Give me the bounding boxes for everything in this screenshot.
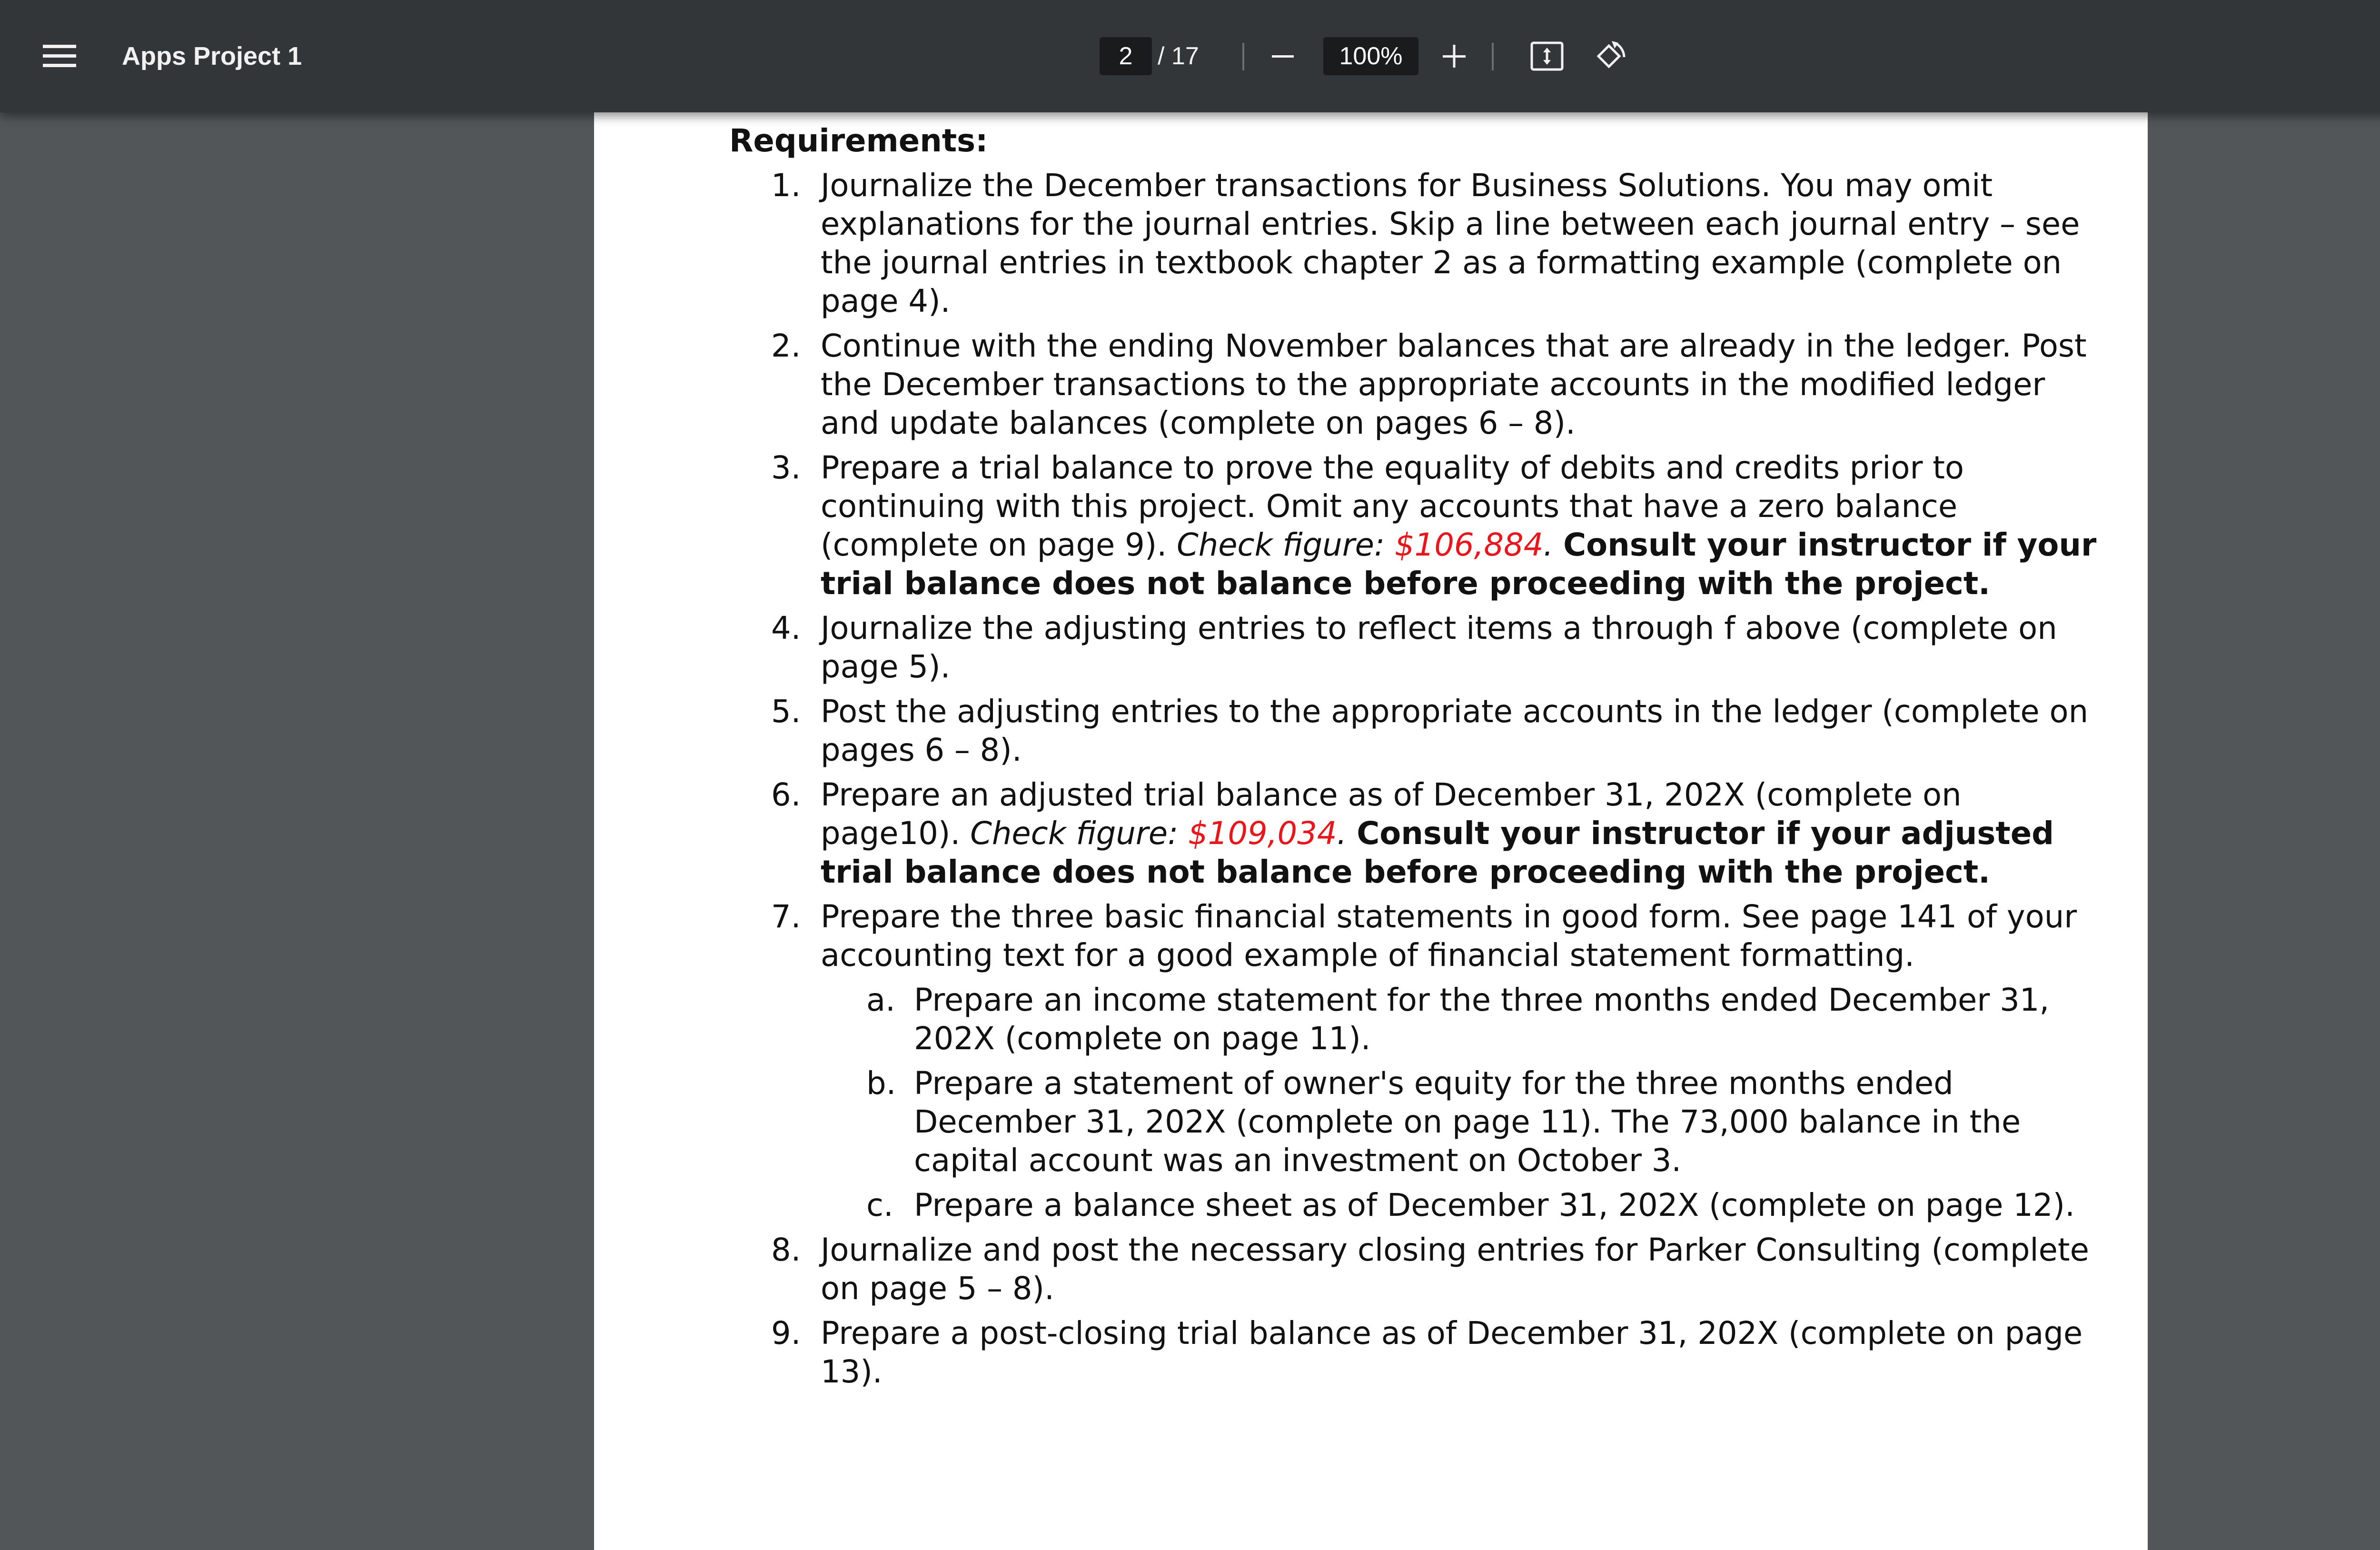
sub-list xyxy=(821,981,2110,1225)
page-total: / 17 xyxy=(1158,42,1199,70)
requirements-heading: Requirements: xyxy=(729,123,988,159)
item-number: 1. xyxy=(771,168,801,204)
item-number: 8. xyxy=(771,1232,801,1268)
toolbar-divider xyxy=(1492,43,1494,70)
item-number: 3. xyxy=(771,450,801,486)
item-number: 9. xyxy=(771,1315,801,1351)
check-figure-end: . xyxy=(1337,815,1357,852)
sub-item-text: Prepare a balance sheet as of December 31, 202X (complete on page 12). xyxy=(914,1187,2075,1223)
sub-item-letter: b. xyxy=(866,1065,896,1102)
item-text: Prepare a post-closing trial balance as of December 31, 202X (complete on page 13). xyxy=(821,1315,2083,1390)
item-text: Continue with the ending November balances that are already in the ledger. Post the December transactions to the appropriate accounts in the modified ledger and update balances (complete on pages 6 – 8). xyxy=(821,328,2087,441)
item-text: Prepare an adjusted trial balance as of December 31, 202X (complete on page10). xyxy=(821,777,1962,852)
fit-page-icon xyxy=(1530,41,1564,71)
list-item xyxy=(729,609,2110,686)
list-item xyxy=(729,1314,2110,1391)
zoom-input[interactable]: 100% xyxy=(1323,37,1418,75)
list-item xyxy=(729,693,2110,770)
toolbar-divider xyxy=(1242,43,1244,70)
sub-item-letter: a. xyxy=(866,982,895,1018)
item-number: 4. xyxy=(771,610,801,646)
item-text: Journalize the adjusting entries to reflect items a through f above (complete on page 5). xyxy=(821,610,2057,685)
menu-icon xyxy=(43,43,76,70)
item-number: 6. xyxy=(771,777,801,813)
menu-button[interactable] xyxy=(43,0,76,112)
item-text: Journalize the December transactions for Business Solutions. You may omit explanations for the journal entries. Skip a line between each journal entry – see the journal entries in textbook chapter 2 as a formatting example (complete on page 4). xyxy=(821,168,2080,319)
sub-item-letter: c. xyxy=(866,1187,893,1223)
item-text: Post the adjusting entries to the appropriate accounts in the ledger (complete on pages 6 – 8). xyxy=(821,694,2089,768)
document-title: Apps Project 1 xyxy=(122,42,302,70)
sub-list-item xyxy=(821,1064,2110,1180)
item-number: 5. xyxy=(771,694,801,730)
check-figure-label: Check figure: xyxy=(1177,527,1395,563)
pdf-toolbar xyxy=(0,0,2380,112)
list-item xyxy=(729,1231,2110,1308)
sub-list-item xyxy=(821,1186,2110,1225)
check-figure-label: Check figure: xyxy=(970,815,1188,852)
list-item xyxy=(729,898,2110,1225)
zoom-in-icon xyxy=(1442,44,1467,69)
rotate-icon xyxy=(1591,38,1627,74)
rotate-button[interactable] xyxy=(1590,0,1628,112)
item-text: Journalize and post the necessary closing entries for Parker Consulting (complete on page 5 – 8). xyxy=(821,1232,2089,1307)
list-item xyxy=(729,167,2110,321)
item-text: Prepare a trial balance to prove the equality of debits and credits prior to continuing with this project. Omit any accounts that have a zero balance (complete on page 9). xyxy=(821,450,1964,563)
item-number: 2. xyxy=(771,328,801,364)
sub-item-text: Prepare an income statement for the three months ended December 31, 202X (complete on page 11). xyxy=(914,982,2050,1057)
instructor-note: Consult your instructor if your adjusted trial balance does not balance before proceeding with the project. xyxy=(821,815,2054,890)
fit-page-button[interactable] xyxy=(1528,0,1566,112)
list-item xyxy=(729,776,2110,892)
sub-item-text: Prepare a statement of owner's equity for the three months ended December 31, 202X (complete on page 11). The 73,000 balance in the capital account was an investment on October 3. xyxy=(914,1065,2021,1179)
requirements-list xyxy=(729,167,2110,1391)
requirements-section xyxy=(729,122,2110,1391)
check-figure-end: . xyxy=(1543,527,1564,563)
check-figure-value: $109,034 xyxy=(1188,815,1337,852)
item-number: 7. xyxy=(771,899,801,935)
pdf-page xyxy=(594,112,2148,1550)
list-item xyxy=(729,449,2110,603)
check-figure-value: $106,884 xyxy=(1394,527,1544,563)
page-number-input[interactable]: 2 xyxy=(1100,37,1152,75)
zoom-out-icon xyxy=(1271,44,1295,68)
item-text: Prepare the three basic financial statements in good form. See page 141 of your accounting text for a good example of financial statement formatting. xyxy=(821,899,2077,974)
sub-list-item xyxy=(821,981,2110,1058)
list-item xyxy=(729,327,2110,443)
zoom-out-button[interactable] xyxy=(1266,0,1299,112)
instructor-note: Consult your instructor if your trial balance does not balance before proceeding with the project. xyxy=(821,527,2097,602)
zoom-in-button[interactable] xyxy=(1438,0,1471,112)
